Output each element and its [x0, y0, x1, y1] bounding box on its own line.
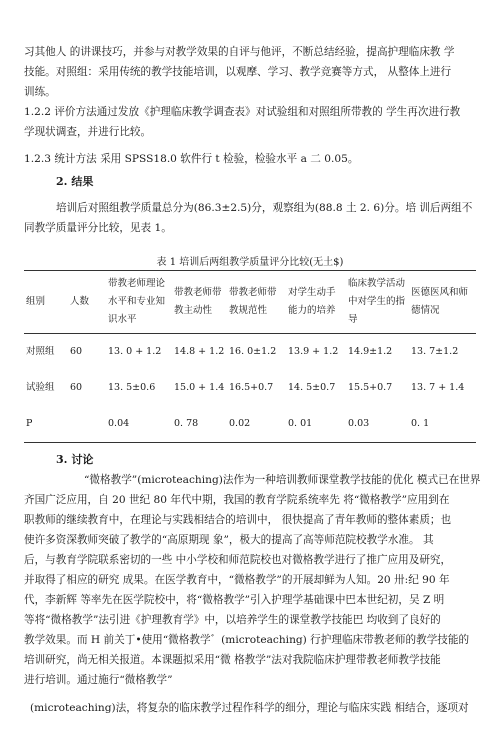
score-comparison-table [24, 270, 476, 443]
table-cell: 0. 78 [174, 418, 199, 429]
table-cell: 0.02 [229, 418, 251, 429]
table-cell: 14.8 + 1.2 [174, 346, 225, 357]
column-header: 医德医风和师德情况 [411, 287, 469, 316]
table-cell: 试验组 [26, 382, 55, 393]
discussion-line: 职教师的继续教育中，在理论与实践相结合的培训中， 很快提高了青年教师的整体素质；也 [24, 514, 452, 526]
table-cell: 15.0 + 1.4 [174, 382, 225, 393]
discussion-line: 代，李新辉 等率先在医学院校中，将“微格教学”引入护理学基础课中巴本世纪初，吴 Z 明 [24, 594, 445, 606]
table-cell: 14.9±1.2 [348, 346, 393, 357]
body-line: 习其他人 的讲课技巧，并参与对教学效果的自评与他评，不断总结经验，提高护理临床教 学 [24, 46, 455, 58]
table-cell: 60 [70, 382, 83, 393]
results-heading: 2. 结果 [56, 175, 94, 188]
table-cell: 13. 5±0.6 [108, 382, 156, 393]
column-header: 带教老师带教规范性 [229, 287, 277, 316]
table-cell: 0.04 [108, 418, 130, 429]
table-cell: 对照组 [26, 346, 55, 357]
table-cell: 15.5+0.7 [348, 382, 393, 393]
table-cell: 13.9 + 1.2 [288, 346, 339, 357]
table-cell: 14. 5±0.7 [288, 382, 336, 393]
table-cell: 16. 0±1.2 [229, 346, 277, 357]
table-cell: 0. 1 [411, 418, 430, 429]
table-row [24, 370, 476, 406]
discussion-line: 齐国广泛应用，自 20 世纪 80 年代中期，我国的教育学院系统率先 将“微格教学”应用到在 [24, 494, 450, 506]
discussion-heading: 3. 讨论 [56, 453, 94, 466]
table-row [24, 406, 476, 443]
column-header: 组别 [26, 296, 46, 307]
table-cell: 0.03 [348, 418, 370, 429]
table-header-row [24, 271, 476, 334]
column-header: 人数 [70, 296, 90, 307]
section-1-2-3-line: 1.2.3 统计方法 采用 SPSS18.0 软件行 t 检验，检验水平 a 二 0.05。 [24, 153, 359, 165]
discussion-line: 等将“微格教学”法引进《护理教育学》中，以培养学生的课堂教学技能巴 均收到了良好的 [24, 614, 441, 626]
discussion-line: 使许多资深教师突破了教学的“高原期现 象”，极大的提高了高等师范院校教学水准。 其 [24, 534, 434, 546]
table-cell: P [26, 418, 33, 429]
table-cell: 13. 7±1.2 [411, 346, 459, 357]
column-header: 带教老师带教主动性 [174, 287, 222, 316]
discussion-line: “微格教学”(microteaching)法作为一种培训教师课堂教学技能的优化 模式已在世界 [84, 474, 481, 486]
discussion-line: 后，与教育学院联系密切的一些 中小学校和师范院校也对微格教学进行了推广应用及研究， [24, 554, 452, 566]
column-header: 带教老师理论水平和专业知识水平 [108, 278, 166, 325]
table-cell: 13. 0 + 1.2 [108, 346, 162, 357]
section-1-2-2-line: 学现状调查，并进行比较。 [24, 126, 152, 138]
table-cell [68, 406, 106, 443]
column-header: 对学生动手能力的培养 [288, 287, 336, 316]
column-header: 临床教学活动中对学生的指导 [348, 278, 406, 325]
table-caption: 表 1 培训后两组教学质量评分比较(无土$) [156, 257, 344, 268]
results-line: 同教学质量评分比较，见表 1。 [24, 222, 172, 234]
table-cell: 16.5+0.7 [229, 382, 274, 393]
table-row [24, 334, 476, 371]
discussion-line: 并取得了相应的研究 成果。在医学教育中，“微格教学”的开展却鲜为人知。20 卅:纪 90 年 [24, 574, 450, 586]
discussion-line: 教学效果。而 H 前关丁•使用“微格教学゛(microteaching) 行护理临床带教老师的教学技能的 [24, 634, 470, 646]
discussion-line: (microteaching)法，将复杂的临床教学过程作科学的细分，理论与临床实践 相结合，逐项对 [30, 702, 469, 714]
section-1-2-2-line: 1.2.2 评价方法通过发放《护理临床教学调查表》对试验组和对照组所带教的 学生再次进行教 [24, 106, 461, 118]
body-line: 技能。对照组：采用传统的教学技能培训，以观摩、学习、教学竞赛等方式， 从整体上进行 [24, 66, 452, 78]
discussion-line: 进行培训。通过施行“微格教学” [24, 674, 173, 686]
table-cell: 0. 01 [288, 418, 313, 429]
table-cell: 13. 7 + 1.4 [411, 382, 465, 393]
results-line: 培训后对照组教学质量总分为(86.3±2.5)分，观察组为(88.8 土 2. 6)分。培 训后两组不 [56, 202, 473, 214]
body-line: 训练。 [24, 86, 56, 98]
table-cell: 60 [70, 346, 83, 357]
discussion-line: 培训研究，尚无相关报道。本课题拟采用“微 格教学”法对我院临床护理带教老师教学技能 [24, 654, 441, 666]
